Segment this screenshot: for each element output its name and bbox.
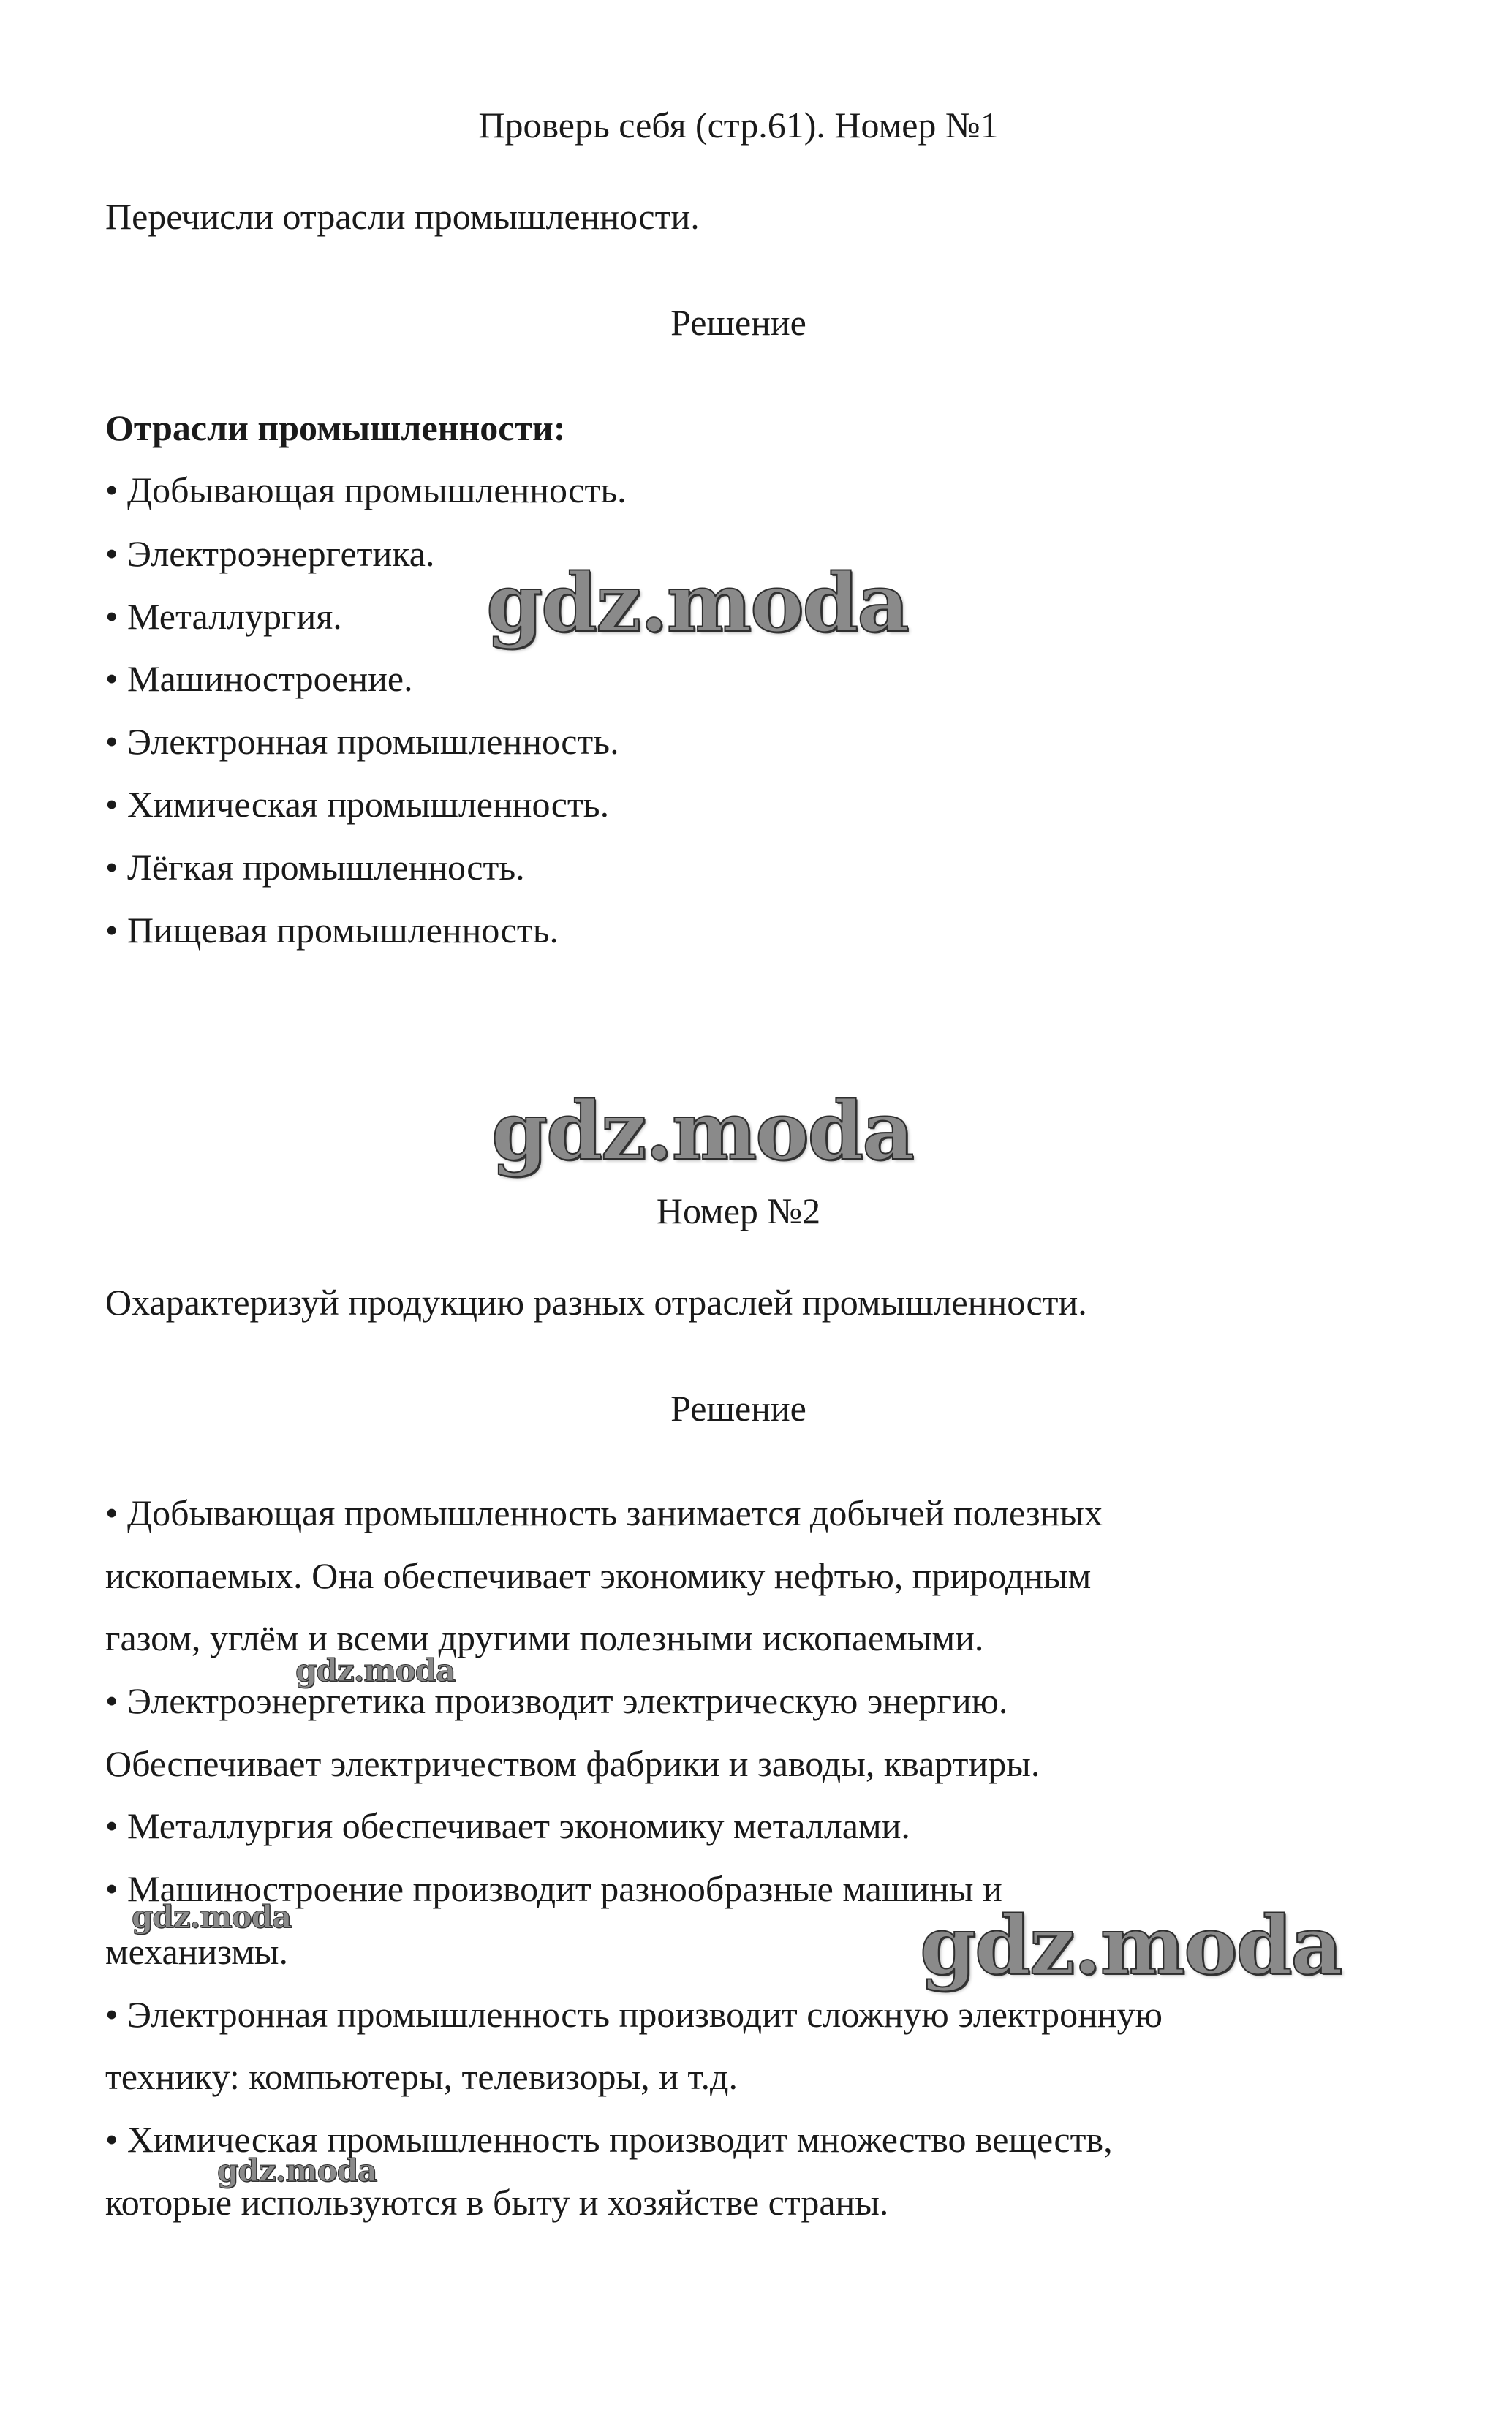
section1-answer-heading: Отрасли промышленности: <box>105 407 566 448</box>
section1-solution-label: Решение <box>670 302 806 343</box>
watermark-logo: gdz.moda <box>217 2153 377 2188</box>
section2-question: Охарактеризуй продукцию разных отраслей промышленности. <box>105 1282 1087 1323</box>
answer-line: механизмы. <box>105 1931 288 1972</box>
list-item: • Лёгкая промышленность. <box>105 847 525 888</box>
list-item: • Пищевая промышленность. <box>105 910 559 951</box>
answer-line: • Химическая промышленность производит множество веществ, <box>105 2119 1113 2160</box>
answer-line: • Электроэнергетика производит электрическую энергию. <box>105 1680 1008 1721</box>
answer-line: газом, углём и всеми другими полезными ископаемыми. <box>105 1617 984 1658</box>
watermark-logo: gdz.moda <box>132 1899 292 1935</box>
answer-line: которые используются в быту и хозяйстве страны. <box>105 2182 889 2223</box>
watermark-logo: gdz.moda <box>486 556 908 650</box>
answer-line: • Добывающая промышленность занимается добычей полезных <box>105 1492 1103 1533</box>
answer-line: ископаемых. Она обеспечивает экономику нефтью, природным <box>105 1555 1092 1596</box>
list-item: • Добывающая промышленность. <box>105 469 627 510</box>
list-item: • Электронная промышленность. <box>105 721 619 762</box>
answer-line: • Машиностроение производит разнообразные машины и <box>105 1868 1002 1909</box>
watermark-logo: gdz.moda <box>920 1898 1342 1992</box>
list-item: • Химическая промышленность. <box>105 784 610 825</box>
section1-title: Проверь себя (стр.61). Номер №1 <box>478 105 999 146</box>
section2-solution-label: Решение <box>670 1388 806 1429</box>
section2-title: Номер №2 <box>656 1190 821 1231</box>
section1-question: Перечисли отрасли промышленности. <box>105 196 700 237</box>
watermark-logo: gdz.moda <box>295 1652 456 1688</box>
watermark-logo: gdz.moda <box>491 1084 913 1178</box>
list-item: • Машиностроение. <box>105 658 413 699</box>
list-item: • Электроэнергетика. <box>105 533 435 574</box>
answer-line: • Электронная промышленность производит сложную электронную <box>105 1994 1163 2035</box>
list-item: • Металлургия. <box>105 596 342 637</box>
answer-line: Обеспечивает электричеством фабрики и заводы, квартиры. <box>105 1743 1040 1784</box>
answer-line: • Металлургия обеспечивает экономику металлами. <box>105 1805 910 1846</box>
answer-line: технику: компьютеры, телевизоры, и т.д. <box>105 2056 738 2097</box>
